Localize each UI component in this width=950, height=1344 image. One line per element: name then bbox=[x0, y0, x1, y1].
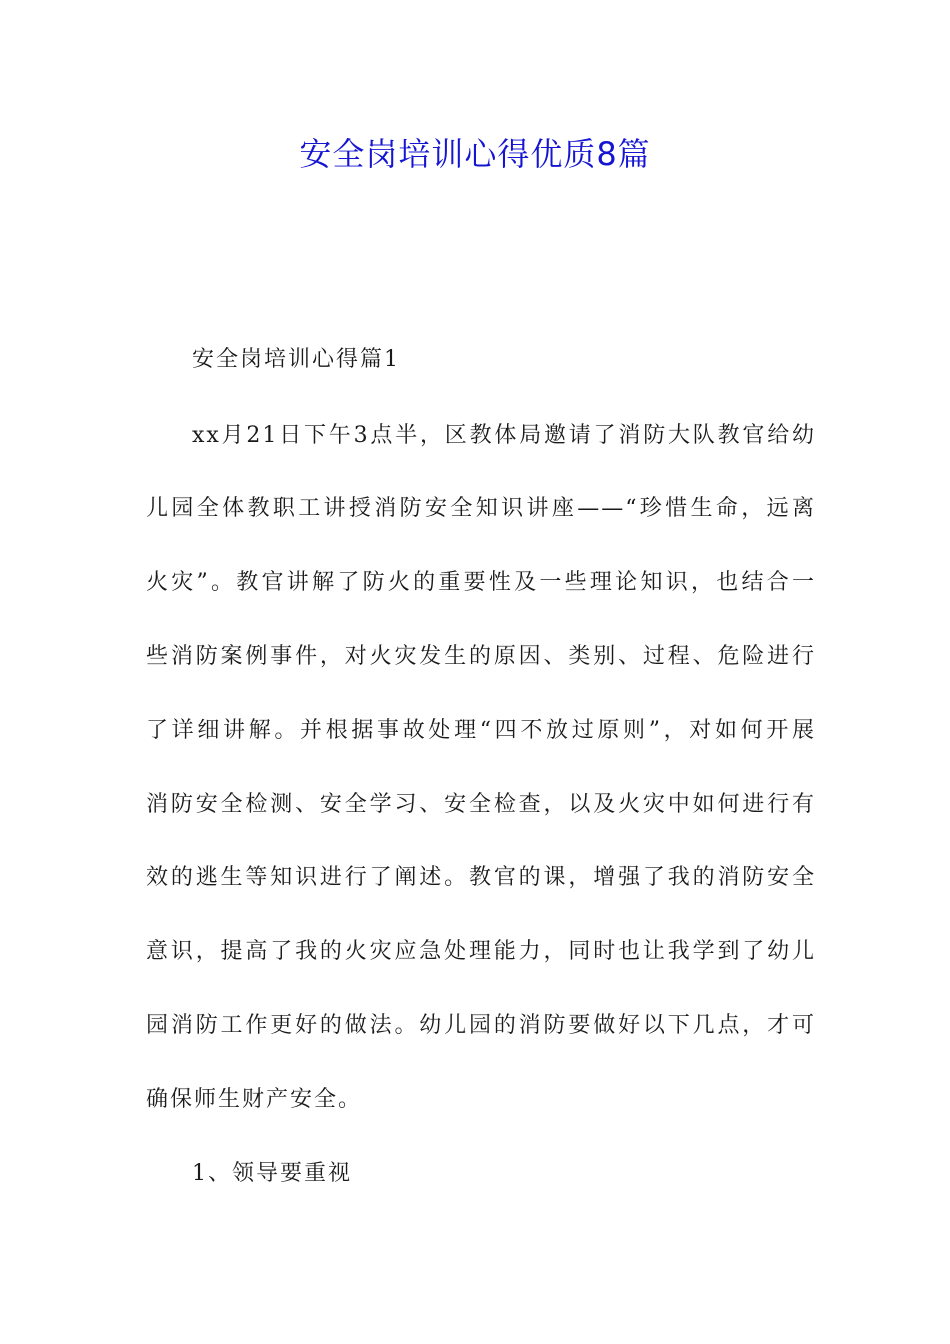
paragraph-line-6: 消防安全检测、安全学习、安全检查，以及火灾中如何进行有 bbox=[146, 792, 816, 817]
paragraph-line-10: 确保师生财产安全。 bbox=[146, 1087, 363, 1112]
paragraph-line-2: 儿园全体教职工讲授消防安全知识讲座——“珍惜生命，远离 bbox=[146, 496, 816, 521]
section-heading: 安全岗培训心得篇1 bbox=[192, 347, 400, 372]
paragraph-line-4: 些消防案例事件，对火灾发生的原因、类别、过程、危险进行 bbox=[146, 644, 816, 669]
paragraph-line-9: 园消防工作更好的做法。幼儿园的消防要做好以下几点，才可 bbox=[146, 1013, 816, 1038]
paragraph-line-8: 意识，提高了我的火灾应急处理能力，同时也让我学到了幼儿 bbox=[146, 939, 816, 964]
paragraph-line-7: 效的逃生等知识进行了阐述。教官的课，增强了我的消防安全 bbox=[146, 865, 816, 890]
document-title: 安全岗培训心得优质8篇 bbox=[299, 135, 651, 173]
paragraph-line-5: 了详细讲解。并根据事故处理“四不放过原则”，对如何开展 bbox=[146, 718, 816, 743]
paragraph-line-1: xx月21日下午3点半，区教体局邀请了消防大队教官给幼 bbox=[192, 423, 816, 448]
list-item: 1、领导要重视 bbox=[192, 1161, 352, 1186]
paragraph-line-3: 火灾”。教官讲解了防火的重要性及一些理论知识，也结合一 bbox=[146, 570, 816, 595]
